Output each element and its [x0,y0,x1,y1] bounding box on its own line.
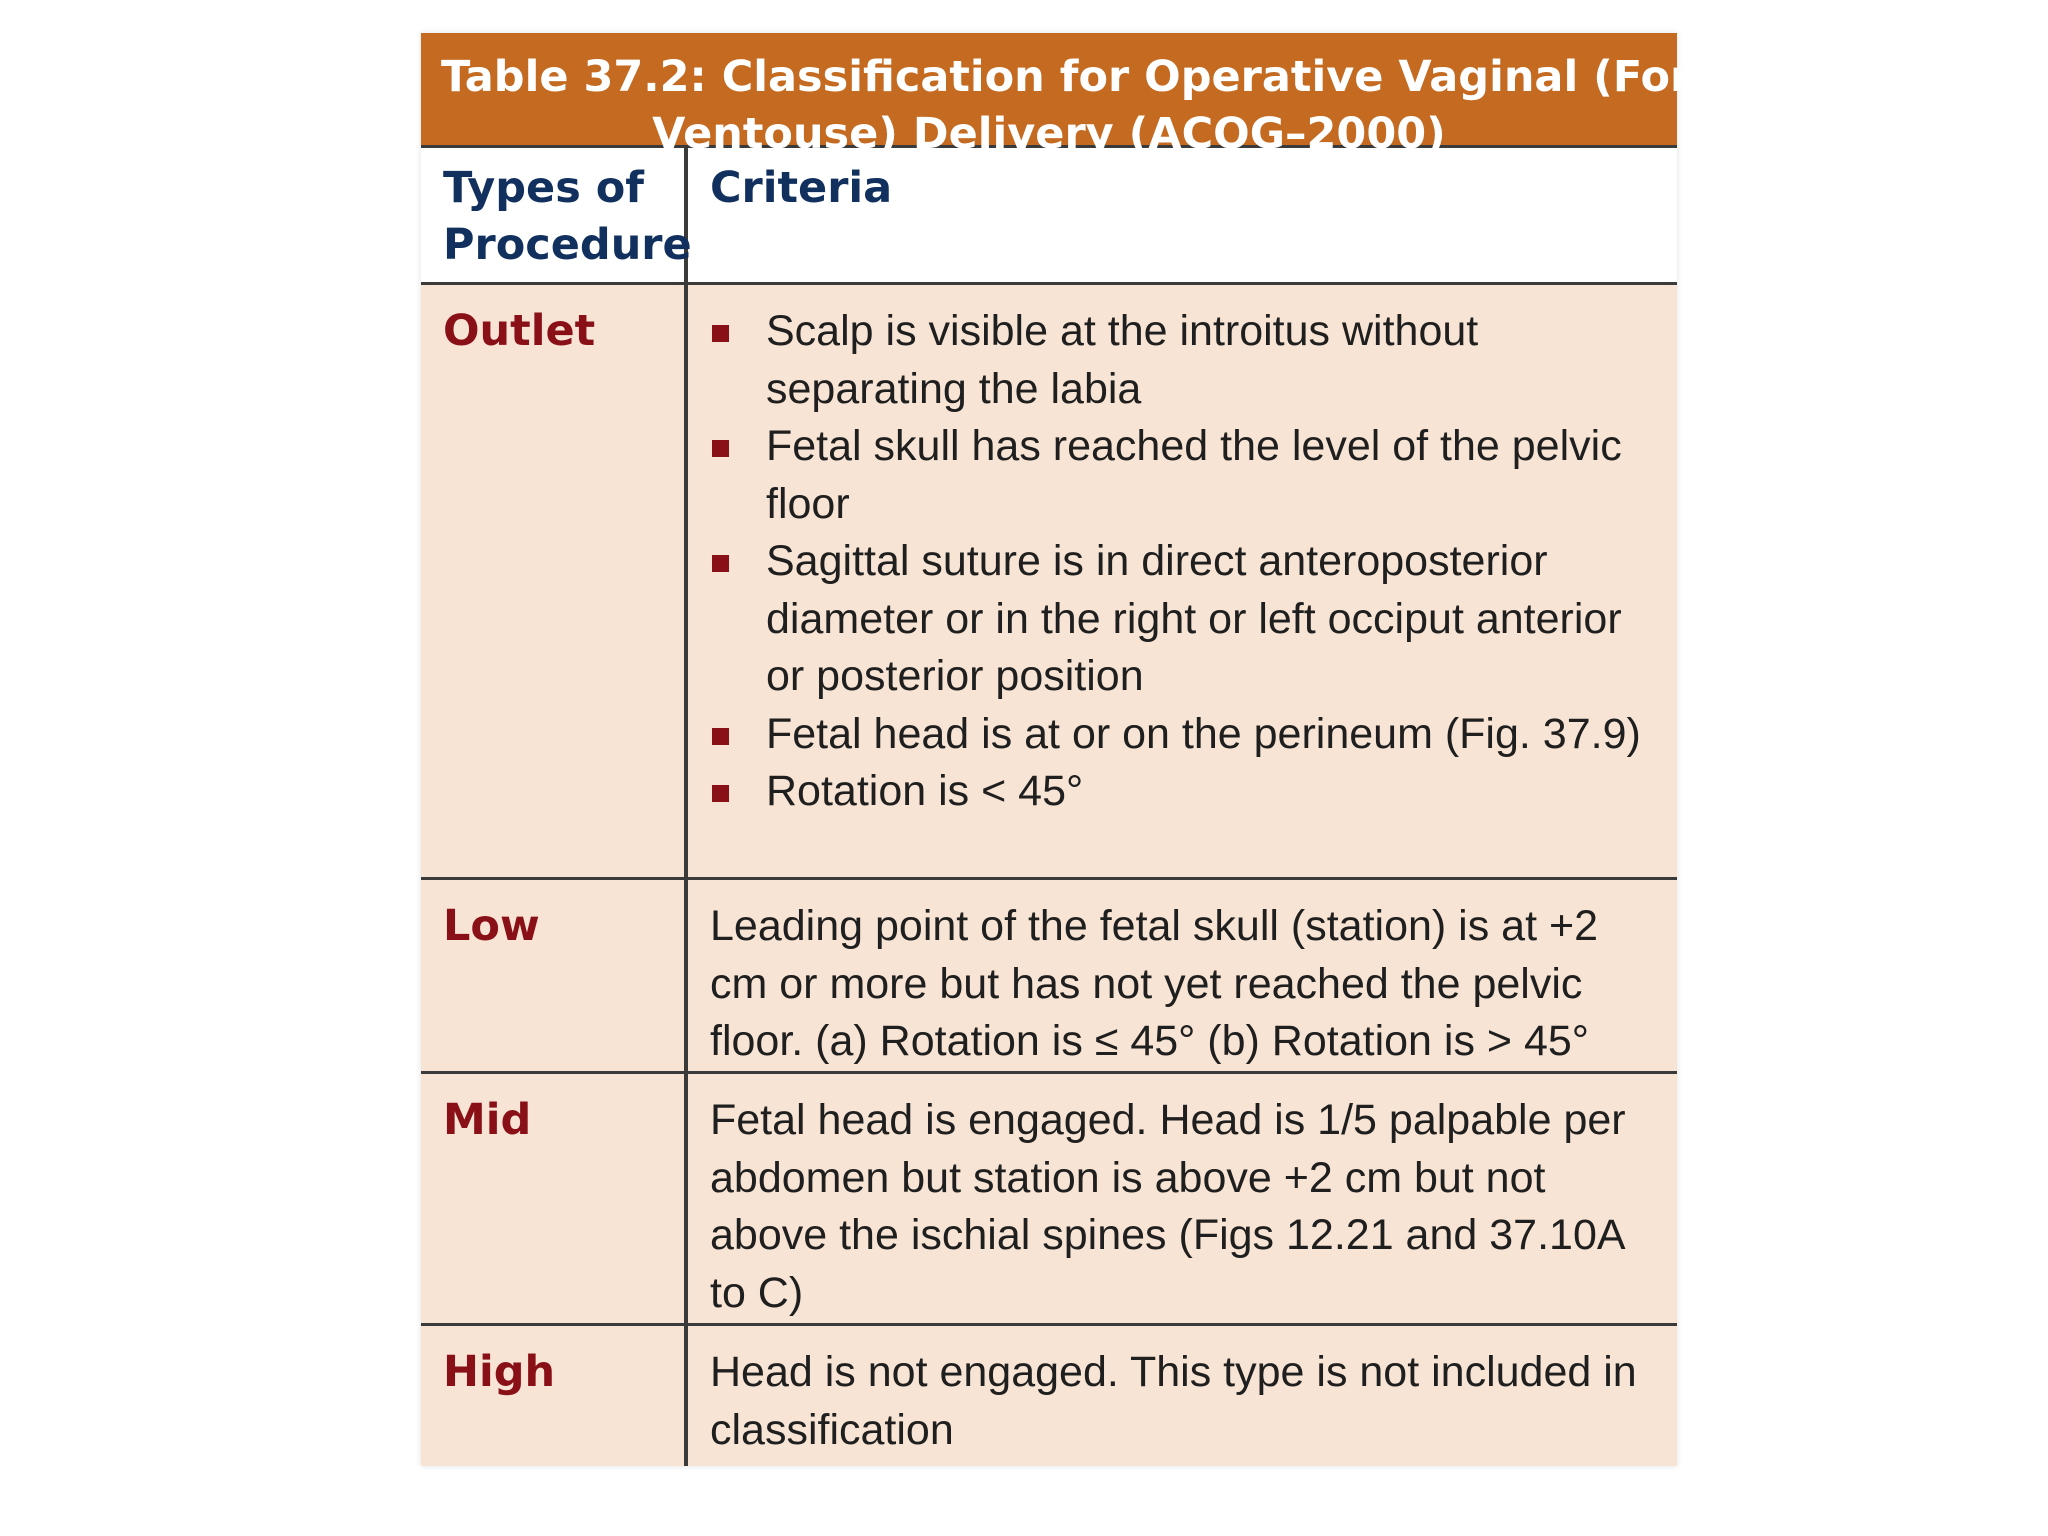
square-bullet-icon [712,555,729,572]
square-bullet-icon [712,728,729,745]
table-row-low [421,880,1677,1074]
square-bullet-icon [712,440,729,457]
criteria-cell-high: Head is not engaged. This type is not included in classification [710,1348,1637,1454]
type-cell [421,880,688,1071]
criteria-cell [688,285,1677,877]
criteria-cell-mid: Fetal head is engaged. Head is 1/5 palpable per abdomen but station is above +2 cm but not above the ischial spines (Figs 12.21 and 37.10A to C) [710,1096,1626,1317]
type-cell [421,285,688,877]
criteria-cell-low: Leading point of the fetal skull (station) is at +2 cm or more but has not yet reached the pelvic floor. (a) Rotation is ≤ 45° (b) Rotation is > 45° [710,902,1599,1065]
type-cell [421,1326,688,1466]
table-title-line-2: Ventouse) Delivery (ACOG–2000) [652,109,1446,159]
type-label-high: High [443,1347,556,1397]
list-item [710,303,1657,418]
bullet-text: Fetal head is at or on the perineum (Fig. 37.9) [766,709,1641,758]
table-title-line-1: Table 37.2: Classification for Operative Vaginal (Forceps/ [441,52,1818,102]
bullet-text: Rotation is < 45° [766,767,1084,815]
type-label-mid: Mid [443,1095,532,1145]
table-row-outlet [421,285,1677,880]
type-label-outlet: Outlet [443,306,596,356]
square-bullet-icon [712,785,729,802]
header-types-line-1: Types of [443,163,645,213]
bullet-text: Sagittal suture is in direct anteroposterior diameter or in the right or left occiput anterior or posterior position [766,537,1622,700]
table-row-mid [421,1074,1677,1326]
list-item [710,763,1657,821]
bullet-text: Fetal skull has reached the level of the pelvic floor [766,422,1622,528]
table-row-high [421,1326,1677,1466]
type-label-low: Low [443,901,540,951]
classification-table [421,33,1818,1466]
outlet-criteria-list [710,303,1657,821]
header-criteria: Criteria [710,163,893,213]
bullet-text: Scalp is visible at the introitus without separating the labia [766,307,1479,413]
list-item [710,533,1657,706]
header-types-of-procedure [421,148,692,282]
list-item [710,418,1657,533]
type-cell [421,1074,688,1323]
square-bullet-icon [712,325,729,342]
header-types-line-2: Procedure [443,220,692,270]
list-item [710,706,1657,764]
table-title [421,33,1818,159]
table-header-row [421,148,1677,285]
